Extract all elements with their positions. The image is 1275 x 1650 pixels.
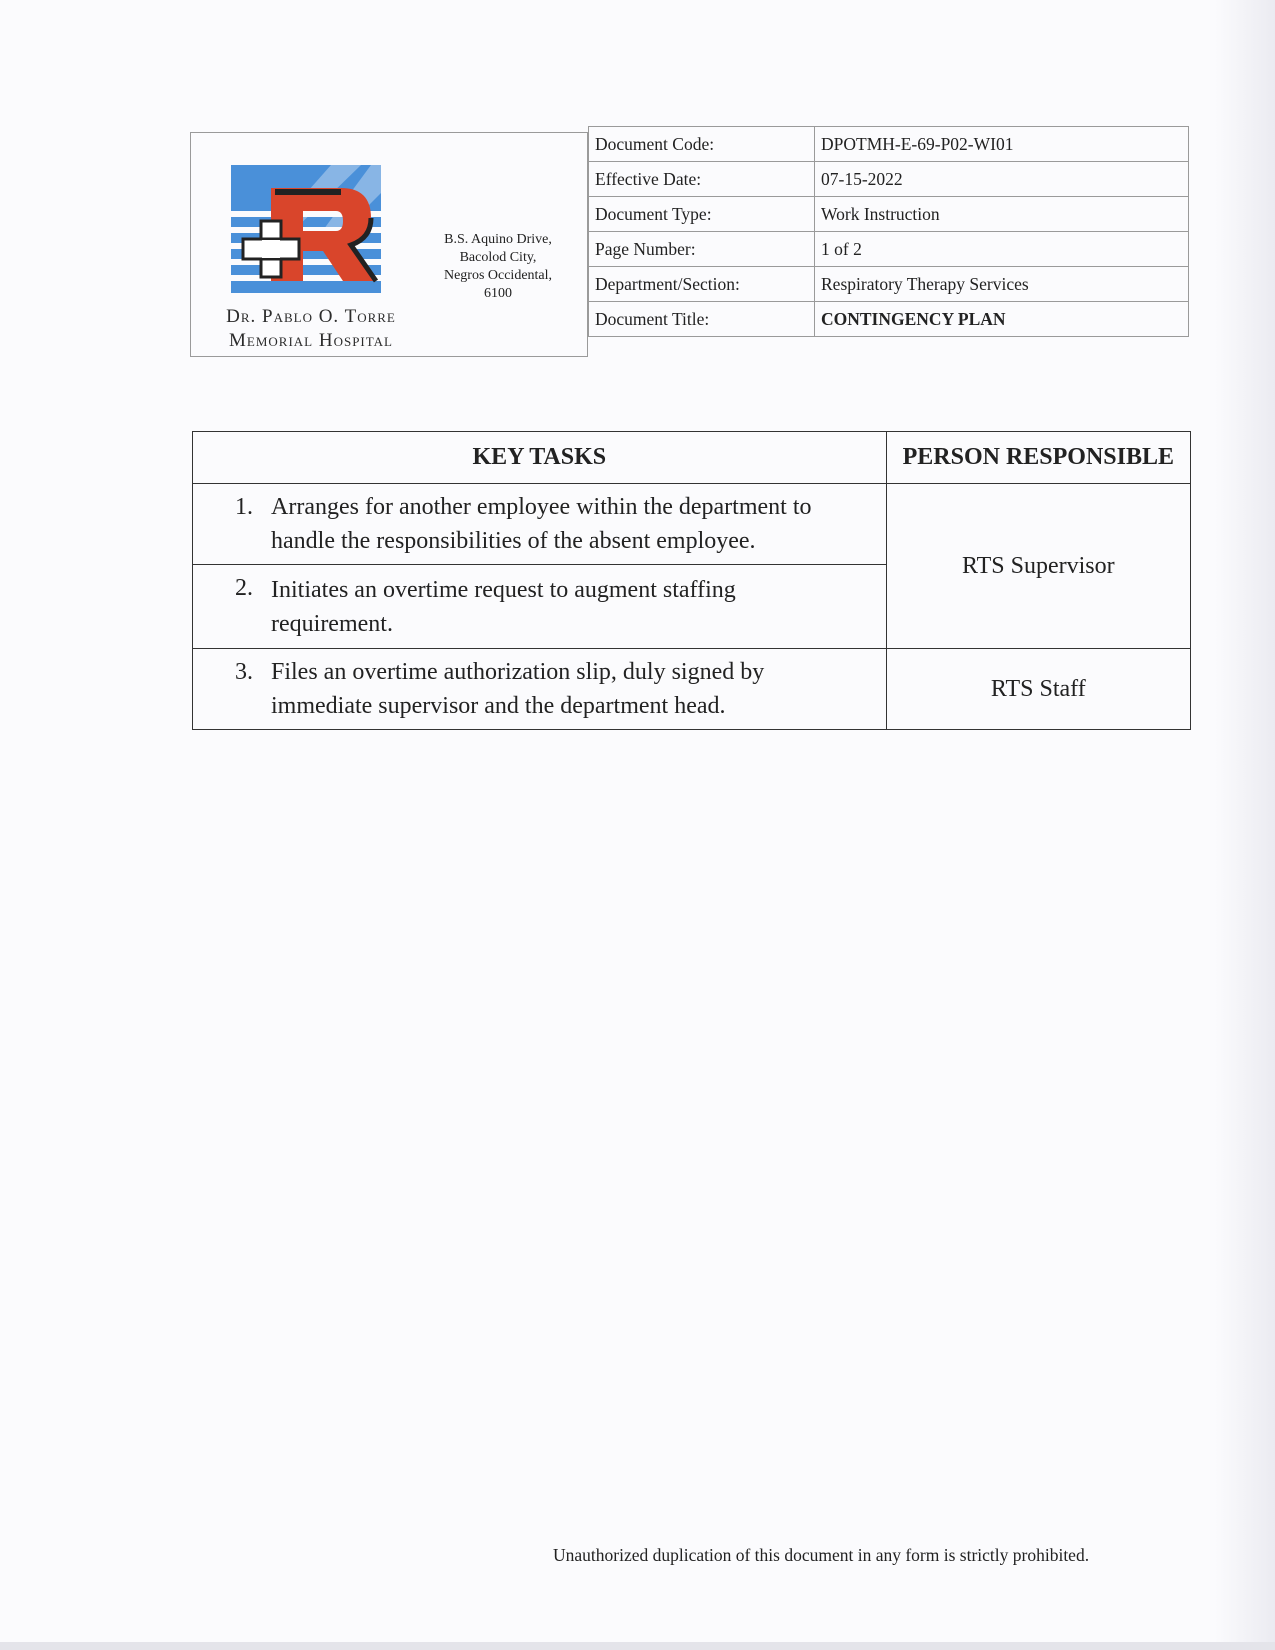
key-tasks-header: KEY TASKS xyxy=(193,432,887,484)
task-line: Initiates an overtime request to augment staffing xyxy=(271,576,736,603)
task-number: 2. xyxy=(235,575,253,601)
key-tasks-table xyxy=(192,431,1191,730)
meta-label: Document Type: xyxy=(589,197,815,232)
meta-value: Work Instruction xyxy=(815,197,1189,232)
task-line: requirement. xyxy=(271,610,393,637)
task-line: Arranges for another employee within the department to xyxy=(271,494,812,520)
hospital-name-line-1: Dr. Pablo O. Torre xyxy=(226,306,396,327)
document-title: CONTINGENCY PLAN xyxy=(815,302,1189,337)
meta-row-document-code xyxy=(589,127,1189,162)
task-line: handle the responsibilities of the absent employee. xyxy=(271,528,756,554)
hospital-r-cross-logo-icon xyxy=(231,153,391,303)
address-line: B.S. Aquino Drive, xyxy=(444,232,552,247)
meta-row-page-number xyxy=(589,232,1189,267)
address-line: 6100 xyxy=(484,286,512,301)
address-line: Bacolod City, xyxy=(459,250,537,265)
meta-row-department xyxy=(589,267,1189,302)
task-line: Files an overtime authorization slip, duly signed by xyxy=(271,659,765,685)
task-line: immediate supervisor and the department head. xyxy=(271,693,726,719)
task-cell xyxy=(193,484,887,565)
meta-row-document-type xyxy=(589,197,1189,232)
meta-value: 1 of 2 xyxy=(815,232,1189,267)
person-responsible-cell: RTS Staff xyxy=(886,649,1190,730)
meta-row-document-title xyxy=(589,302,1189,337)
hospital-name xyxy=(191,305,431,353)
meta-label: Document Title: xyxy=(589,302,815,337)
table-row xyxy=(193,649,1191,730)
task-cell xyxy=(193,649,887,730)
key-tasks-header-row xyxy=(193,432,1191,484)
page-edge-shadow xyxy=(1215,0,1275,1650)
duplication-warning: Unauthorized duplication of this document in any form is strictly prohibited. xyxy=(553,1545,1090,1565)
meta-value: 07-15-2022 xyxy=(815,162,1189,197)
meta-label: Effective Date: xyxy=(589,162,815,197)
task-number: 3. xyxy=(235,659,253,685)
document-meta-table xyxy=(588,126,1189,337)
meta-label: Department/Section: xyxy=(589,267,815,302)
address-line: Negros Occidental, xyxy=(443,268,553,283)
hospital-name-line-2: Memorial Hospital xyxy=(229,330,393,351)
person-responsible-cell: RTS Supervisor xyxy=(886,484,1190,649)
task-number: 1. xyxy=(235,494,253,520)
hospital-address xyxy=(423,231,573,303)
table-row xyxy=(193,484,1191,565)
meta-row-effective-date xyxy=(589,162,1189,197)
task-cell xyxy=(193,565,887,649)
meta-value: DPOTMH-E-69-P02-WI01 xyxy=(815,127,1189,162)
meta-label: Document Code: xyxy=(589,127,815,162)
person-responsible-header: PERSON RESPONSIBLE xyxy=(886,432,1190,484)
meta-label: Page Number: xyxy=(589,232,815,267)
document-header-logo-box xyxy=(190,132,588,357)
meta-value: Respiratory Therapy Services xyxy=(815,267,1189,302)
page-bottom-edge xyxy=(0,1642,1275,1650)
